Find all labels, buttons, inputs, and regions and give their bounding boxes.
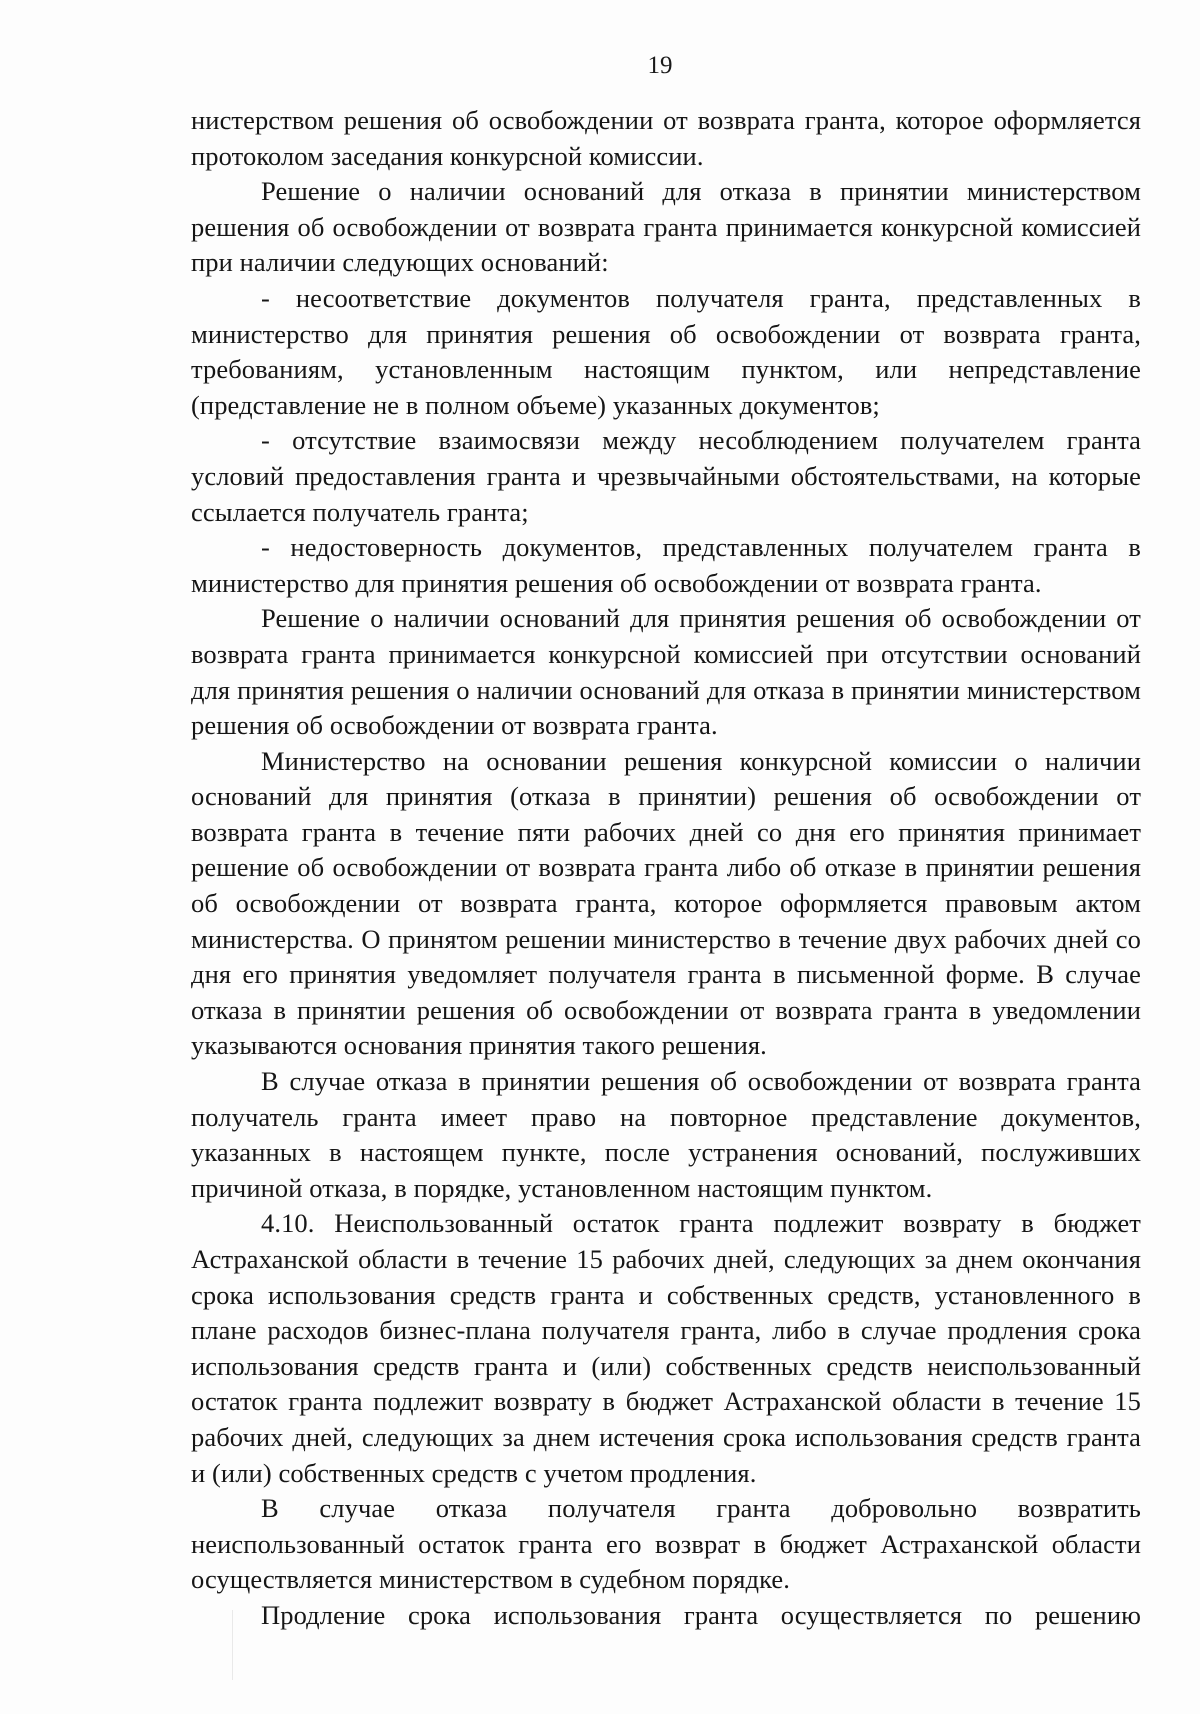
scan-artifact-line: [232, 1610, 233, 1680]
paragraph-acceptance-grounds: Решение о наличии оснований для принятия решения об освобождении от возврата гранта принимается конкурсной комиссией при отсутствии оснований для принятия решения о наличии оснований для отказа в принятии министерством решения об освобождении от возврата гранта.: [191, 603, 1141, 741]
paragraph-section-4-10: 4.10. Неиспользованный остаток гранта подлежит возврату в бюджет Астраханской области в течение 15 рабочих дней, следующих за днем окончания срока использования средств гранта и собственных средств, установленного в плане расходов бизнес-плана получателя гранта, либо в случае продления срока использования средств гранта и (или) собственных средств неиспользованный остаток гранта подлежит возврату в бюджет Астраханской области в течение 15 рабочих дней, следующих за днем истечения срока использования средств гранта и (или) собственных средств с учетом продления.: [191, 1208, 1141, 1488]
paragraph-resubmission-right: В случае отказа в принятии решения об освобождении от возврата гранта получатель гранта имеет право на повторное представление документов, указанных в настоящем пункте, после устранения оснований, послуживших причиной отказа, в порядке, установленном настоящим пунктом.: [191, 1066, 1141, 1203]
paragraph-judicial-return: В случае отказа получателя гранта добровольно возвратить неиспользованный остаток гранта его возврат в бюджет Астраханской области осуществляется министерством в судебном порядке.: [191, 1493, 1141, 1595]
paragraph-extension-start: Продление срока использования гранта осуществляется по решению: [261, 1599, 1141, 1630]
paragraph-continuation: нистерством решения об освобождении от возврата гранта, которое оформляется протоколом заседания конкурсной комиссии.: [191, 105, 1141, 171]
list-item-document-mismatch: - несоответствие документов получателя гранта, представленных в министерство для принятия решения об освобождении от возврата гранта, требованиям, установленным настоящим пунктом, или непредставление (представление не в полном объеме) указанных документов;: [191, 282, 1141, 420]
document-body: [191, 103, 1141, 1634]
page-number: 19: [647, 52, 673, 79]
paragraph-refusal-grounds-intro: Решение о наличии оснований для отказа в принятии министерством решения об освобождении от возврата гранта принимается конкурсной комиссией при наличии следующих оснований:: [191, 176, 1141, 278]
paragraph-ministry-decision: Министерство на основании решения конкурсной комиссии о наличии оснований для принятия (отказа в принятии) решения об освобождении от возврата гранта в течение пяти рабочих дней со дня его принятия принимает решение об освобождении от возврата гранта либо об отказе в принятии решения об освобождении от возврата гранта, которое оформляется правовым актом министерства. О принятом решении министерство в течение двух рабочих дней со дня его принятия уведомляет получателя гранта в письменной форме. В случае отказа в принятии решения об освобождении от возврата гранта в уведомлении указываются основания принятия такого решения.: [191, 745, 1141, 1061]
list-item-unreliable-documents: - недостоверность документов, представленных получателем гранта в министерство для принятия решения об освобождении от возврата гранта.: [191, 532, 1141, 598]
list-item-no-relationship: - отсутствие взаимосвязи между несоблюдением получателем гранта условий предоставления гранта и чрезвычайными обстоятельствами, на которые ссылается получатель гранта;: [191, 425, 1141, 527]
